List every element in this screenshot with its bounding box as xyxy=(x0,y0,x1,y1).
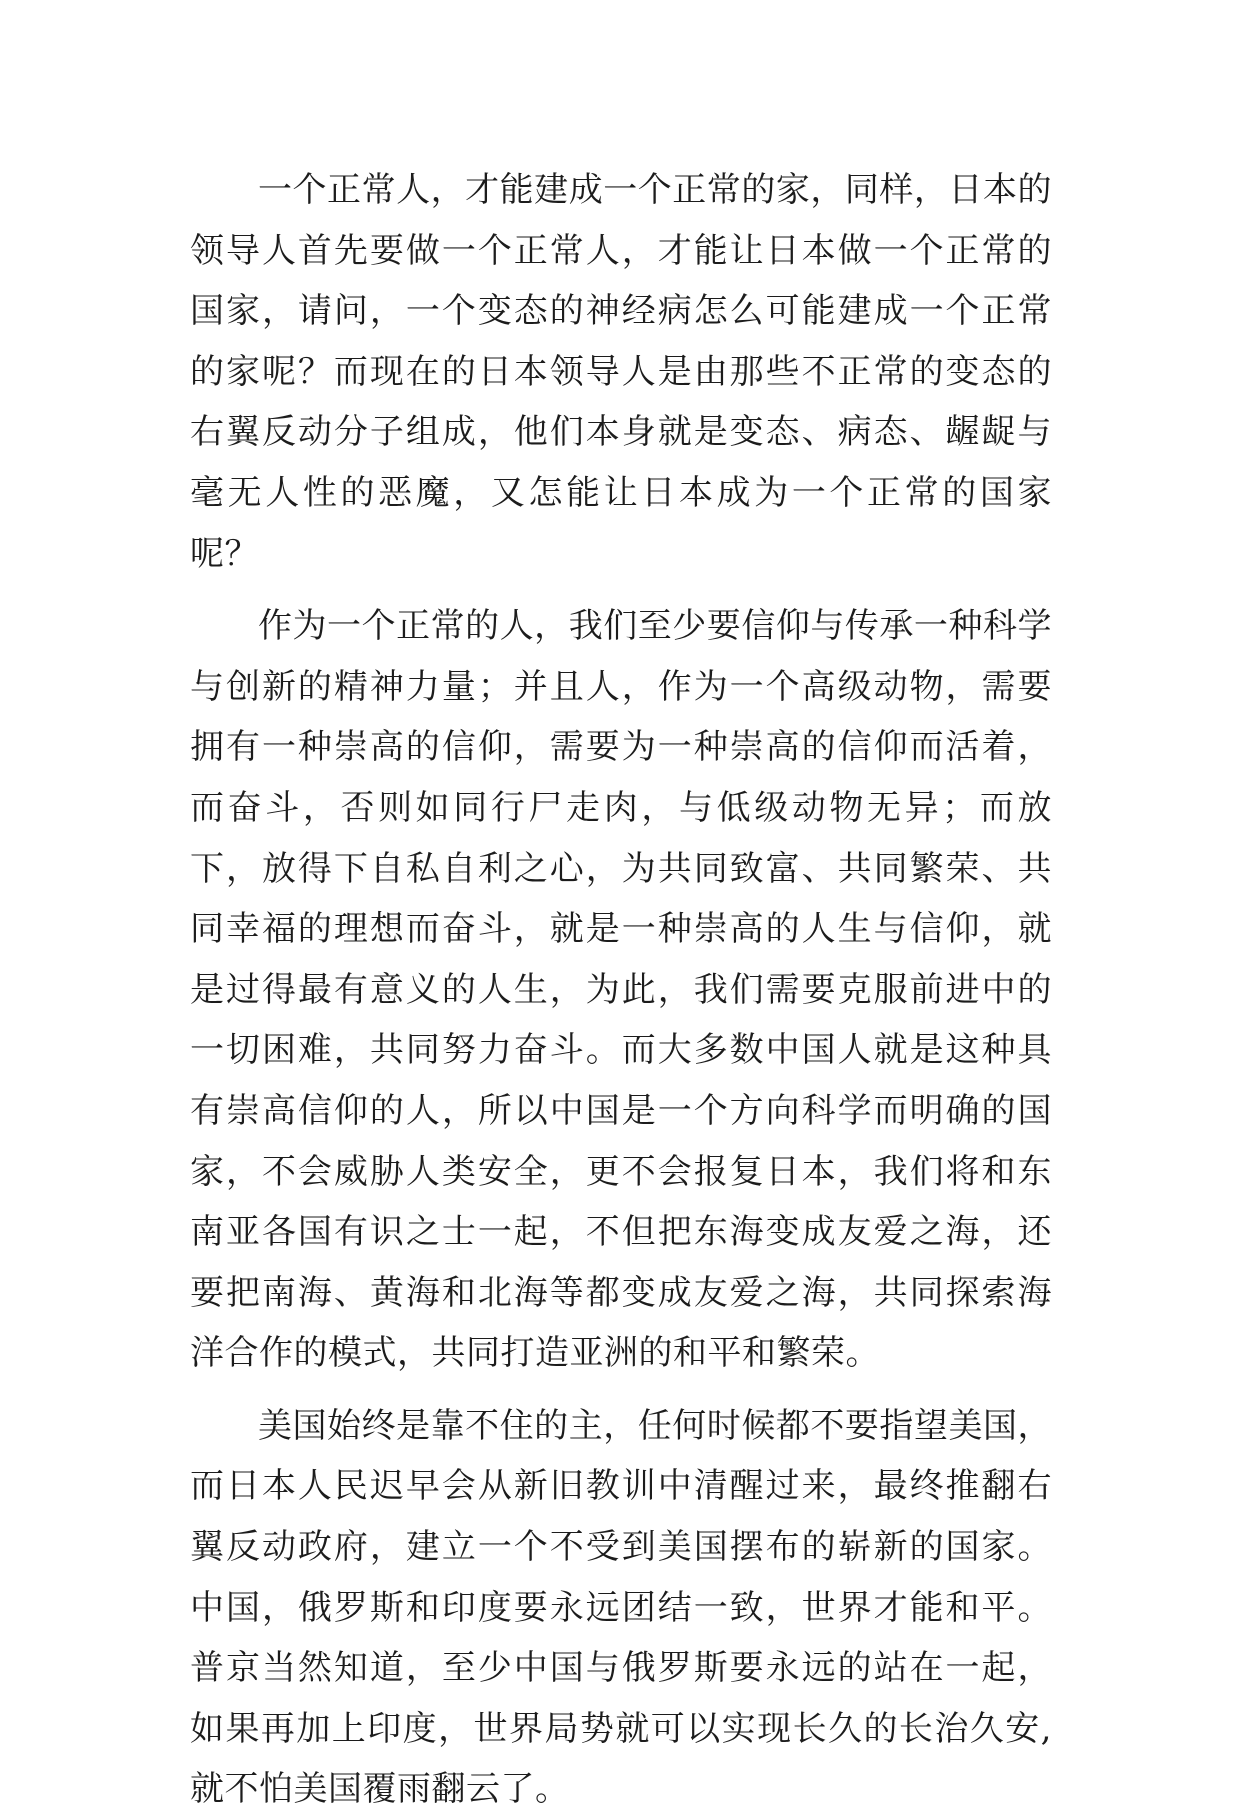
paragraph-1: 一个正常人，才能建成一个正常的家，同样，日本的领导人首先要做一个正常人，才能让日本做一个正常的国家，请问，一个变态的神经病怎么可能建成一个正常的家呢？而现在的日本领导人是由那些不正常的变态的右翼反动分子组成，他们本身就是变态、病态、龌龊与毫无人性的恶魔，又怎能让日本成为一个正常的国家呢？ xyxy=(190,170,1052,574)
paragraph-2: 作为一个正常的人，我们至少要信仰与传承一种科学与创新的精神力量；并且人，作为一个高级动物，需要拥有一种崇高的信仰，需要为一种崇高的信仰而活着，而奋斗，否则如同行尸走肉，与低级动物无异；而放下，放得下自私自利之心，为共同致富、共同繁荣、共同幸福的理想而奋斗，就是一种崇高的人生与信仰，就是过得最有意义的人生，为此，我们需要克服前进中的一切困难，共同努力奋斗。而大多数中国人就是这种具有崇高信仰的人，所以中国是一个方向科学而明确的国家，不会威胁人类安全，更不会报复日本，我们将和东南亚各国有识之士一起，不但把东海变成友爱之海，还要把南海、黄海和北海等都变成友爱之海，共同探索海洋合作的模式，共同打造亚洲的和平和繁荣。 xyxy=(190,606,1052,1374)
body-text xyxy=(190,160,1052,1820)
paragraph-3: 美国始终是靠不住的主，任何时候都不要指望美国，而日本人民迟早会从新旧教训中清醒过来，最终推翻右翼反动政府，建立一个不受到美国摆布的崭新的国家。中国，俄罗斯和印度要永远团结一致，世界才能和平。普京当然知道，至少中国与俄罗斯要永远的站在一起，如果再加上印度，世界局势就可以实现长久的长治久安,就不怕美国覆雨翻云了。 xyxy=(190,1405,1052,1810)
